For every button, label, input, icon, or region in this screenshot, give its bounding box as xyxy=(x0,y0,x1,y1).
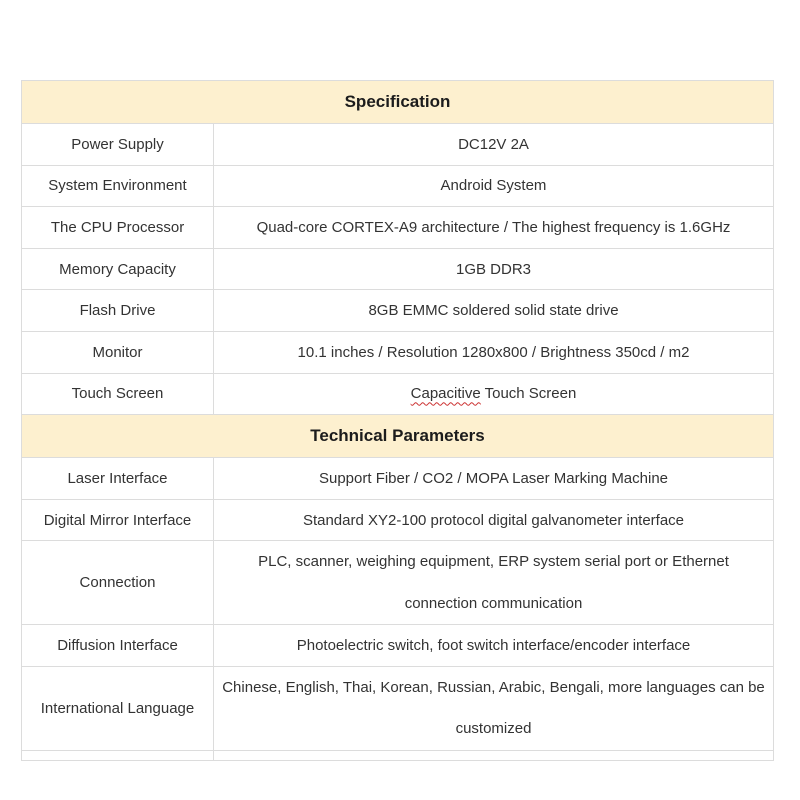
table-row xyxy=(22,458,774,500)
spellcheck-flagged-word: Capacitive xyxy=(410,385,481,403)
row-value: Standard XY2-100 protocol digital galvanometer interface xyxy=(214,499,774,541)
row-value: Quad-core CORTEX-A9 architecture / The highest frequency is 1.6GHz xyxy=(214,207,774,249)
row-label: International Language xyxy=(22,666,214,750)
spec-table xyxy=(21,80,774,761)
section-title: Technical Parameters xyxy=(22,415,774,458)
table-row xyxy=(22,331,774,373)
table-row xyxy=(22,165,774,207)
table-row xyxy=(22,373,774,415)
row-label: Connection xyxy=(22,541,214,625)
section-header-specification xyxy=(22,81,774,124)
row-label: Laser Interface xyxy=(22,458,214,500)
row-label: Power Supply xyxy=(22,124,214,166)
table-row xyxy=(22,290,774,332)
row-value: Photoelectric switch, foot switch interface/encoder interface xyxy=(214,625,774,667)
row-value-empty xyxy=(214,750,774,760)
table-row xyxy=(22,625,774,667)
row-label: Memory Capacity xyxy=(22,248,214,290)
table-row xyxy=(22,666,774,750)
row-label: Flash Drive xyxy=(22,290,214,332)
row-value xyxy=(214,373,774,415)
section-title: Specification xyxy=(22,81,774,124)
row-value: Chinese, English, Thai, Korean, Russian, Arabic, Bengali, more languages can be customized xyxy=(214,666,774,750)
row-value: PLC, scanner, weighing equipment, ERP system serial port or Ethernet connection communication xyxy=(214,541,774,625)
table-row xyxy=(22,207,774,249)
row-value: 8GB EMMC soldered solid state drive xyxy=(214,290,774,332)
table-row-partial xyxy=(22,750,774,760)
row-label: Monitor xyxy=(22,331,214,373)
row-label: Touch Screen xyxy=(22,373,214,415)
row-label: System Environment xyxy=(22,165,214,207)
table-row xyxy=(22,124,774,166)
row-label-empty xyxy=(22,750,214,760)
row-label: Diffusion Interface xyxy=(22,625,214,667)
row-value: 10.1 inches / Resolution 1280x800 / Brightness 350cd / m2 xyxy=(214,331,774,373)
row-value: Android System xyxy=(214,165,774,207)
row-value: 1GB DDR3 xyxy=(214,248,774,290)
row-label: The CPU Processor xyxy=(22,207,214,249)
table-row xyxy=(22,541,774,625)
row-value: DC12V 2A xyxy=(214,124,774,166)
table-row xyxy=(22,248,774,290)
row-value-rest: Touch Screen xyxy=(480,385,577,403)
section-header-technical-parameters xyxy=(22,415,774,458)
row-value: Support Fiber / CO2 / MOPA Laser Marking Machine xyxy=(214,458,774,500)
table-row xyxy=(22,499,774,541)
row-label: Digital Mirror Interface xyxy=(22,499,214,541)
